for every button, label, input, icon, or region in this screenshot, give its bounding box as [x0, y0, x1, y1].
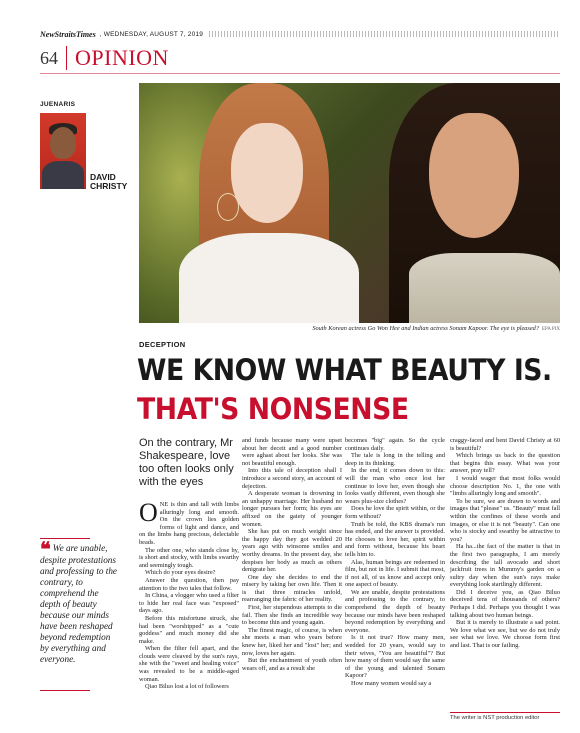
section-rule [40, 73, 560, 74]
lead-photo [139, 83, 560, 323]
photo-subject-2-face [429, 113, 519, 238]
quote-mark-icon: ❝ [40, 539, 51, 561]
paragraph: ONE is thin and tall with limbs alluringly long and smooth. On the crown lies golden forms of light and dance, and on the limbs hang precious, delectable beads. [139, 498, 239, 546]
standfirst: On the contrary, Mr Shakespeare, love too often looks only with the eyes [139, 437, 234, 488]
paragraph: Is it not true? How many men, wedded for 20 years, would say to their wives, "You are beautiful"? But how many of them would say the same of the young and talented Sonam Kapoor? [345, 634, 445, 680]
kicker: DECEPTION [139, 340, 186, 349]
paragraph: Which do your eyes desire? [145, 569, 216, 577]
author-tagline: The writer is NST production editor [450, 712, 560, 721]
paragraph: I would wager that most folks would choose description No. 1, the one with "limbs alluringly long and smooth". [450, 474, 560, 498]
caption-text: South Korean actress Go Won Hee and Indian actress Sonam Kapoor. The eye is pleased? [312, 325, 539, 332]
paragraph: Truth be told, the KBS drama's run has ended, and the answer is provided. He chooses to love her, spirit within and form without, because his heart tells him to. [345, 520, 445, 558]
photo-subject-2-body [409, 253, 560, 323]
paragraph: becomes "big" again. So the cycle continues daily. [345, 437, 445, 452]
paragraph: craggy-faced and bent David Christy at 60 is beautiful? [450, 437, 560, 452]
paragraph: Answer the question, then pay attention to the two tales that follow. [139, 576, 239, 592]
paragraph: In the end, it comes down to this: will the man who once lost her continue to love her, even though she looks vastly different, even though she wears plus-size clothes? [345, 467, 445, 505]
column-label: JUENARIS [40, 101, 76, 108]
section-name: OPINION [75, 45, 169, 70]
author-last-name: CHRISTY [90, 181, 128, 191]
paragraph: In China, a vlogger who used a filter to hide her real face was "exposed" days ago. [139, 592, 239, 615]
paragraph: Does he love the spirit within, or the form without? [345, 505, 445, 520]
paragraph: But it is merely to illustrate a sad point. We love what we see, but we do not truly see what we love. We choose form first and last. That is our failing. [450, 619, 560, 650]
drop-cap: O [139, 498, 158, 527]
author-head [50, 127, 76, 159]
paragraph: Alas, human beings are redeemed in film, but not in life. I submit that most, if not all, of us know and accept only one aspect of beauty. [345, 558, 445, 589]
author-first-name: DAVID [90, 172, 116, 182]
author-body [42, 161, 84, 189]
section-header [40, 44, 169, 72]
paragraph: She has put on much weight since the happy day they got wedded 20 years ago with winsome smiles and worthy dreams. In the present day, she despises her body as much as others denigrate her. [242, 528, 342, 574]
photo-credit: EPA PIX [541, 327, 560, 332]
pullquote-text: We are unable, despite protestations and professing to the contrary, to comprehend the depth of beauty because our minds have been reshaped beyond redemption by everything and everyone. [40, 543, 117, 664]
masthead-rule [209, 31, 560, 37]
paragraph: Did I deceive you, as Qiao Biluo deceived tens of thousands of others? Perhaps I did. Perhaps you thought I was talking about two human beings. [450, 588, 560, 619]
photo-subject-1-body [179, 233, 359, 323]
paragraph: The other one, who stands close by, is short and stocky, with limbs swarthy and seemingly tough. [139, 546, 239, 569]
paragraph: One day she decides to end the misery by taking her own life. Then it is that three miracles unfold, rearranging the fabric of her reality. [242, 573, 342, 604]
page-number: 64 [40, 46, 67, 70]
paragraph: To be sure, we are drawn to words and images that "please" us. "Beauty" must fall within the confines of these words and images, or else it is not "beauty". Can one who is stocky and swarthy be attractive to you? [450, 497, 560, 543]
brand-name: NewStraitsTimes [40, 29, 96, 39]
headline-line-1: WE KNOW WHAT BEAUTY IS. [137, 353, 552, 387]
paragraph: A desperate woman is drowning in an unhappy marriage. Her husband no longer pursues her form; his eyes are affixed on the gaiety of younger women. [242, 490, 342, 528]
pullquote-rule-bottom [40, 690, 90, 691]
masthead [40, 28, 560, 40]
paragraph: and funds because many were upset about her deceit and a good number were aghast about her looks. She was not beautiful enough. [242, 437, 342, 467]
photo-subject-1-face [231, 123, 303, 223]
paragraph: Which brings us back to the question that begins this essay. What was your answer, pray tell? [450, 452, 560, 475]
paragraph: How many women would say a [351, 680, 432, 687]
photo-caption [139, 325, 560, 332]
body-column-2 [242, 437, 342, 672]
paragraph: Qiao Biluo lost a lot of followers [145, 683, 229, 691]
photo-earring [217, 193, 239, 221]
author-name [90, 173, 134, 191]
pullquote [40, 539, 120, 665]
body-column-3 [345, 437, 445, 688]
paragraph: When the filter fell apart, and the clouds were cleaved by the sun's rays, she with the "sweet and healing voice" was revealed to be a middle-aged woman. [139, 645, 239, 683]
author-photo [40, 113, 86, 189]
paragraph: We are unable, despite protestations and professing to the contrary, to comprehend the depth of beauty because our minds have been reshaped beyond redemption by everything and everyone. [345, 588, 445, 634]
paragraph: The finest magic, of course, is when she meets a man who years before knew her, liked her and "lost" her; and now, loves her again. [242, 626, 342, 657]
body-column-4 [450, 437, 560, 650]
paragraph: Ha ha...the fact of the matter is that in the first two paragraphs, I am merely describing the tall avocado and short jackfruit trees in Mummy's garden on a sultry day when the sun's rays make everything look startlingly different. [450, 543, 560, 589]
headline-line-2: THAT'S NONSENSE [137, 392, 409, 426]
paragraph: First, her stupendous attempts to die fail. Then she finds an incredible way to become thin and young again. [242, 604, 342, 627]
paragraph: Into this tale of deception shall I introduce a second story, an account of dejection. [242, 467, 342, 490]
paragraph: Before this misfortune struck, she had been "worshipped" as a "cute goddess" and much money did she make. [139, 614, 239, 645]
paragraph: But the enchantment of youth often wears off, and as a result she [242, 657, 342, 672]
paragraph: The tale is long in the telling and deep in its thinking. [345, 452, 445, 467]
issue-date: , WEDNESDAY, AUGUST 7, 2019 [99, 30, 204, 38]
body-column-1 [139, 498, 239, 691]
